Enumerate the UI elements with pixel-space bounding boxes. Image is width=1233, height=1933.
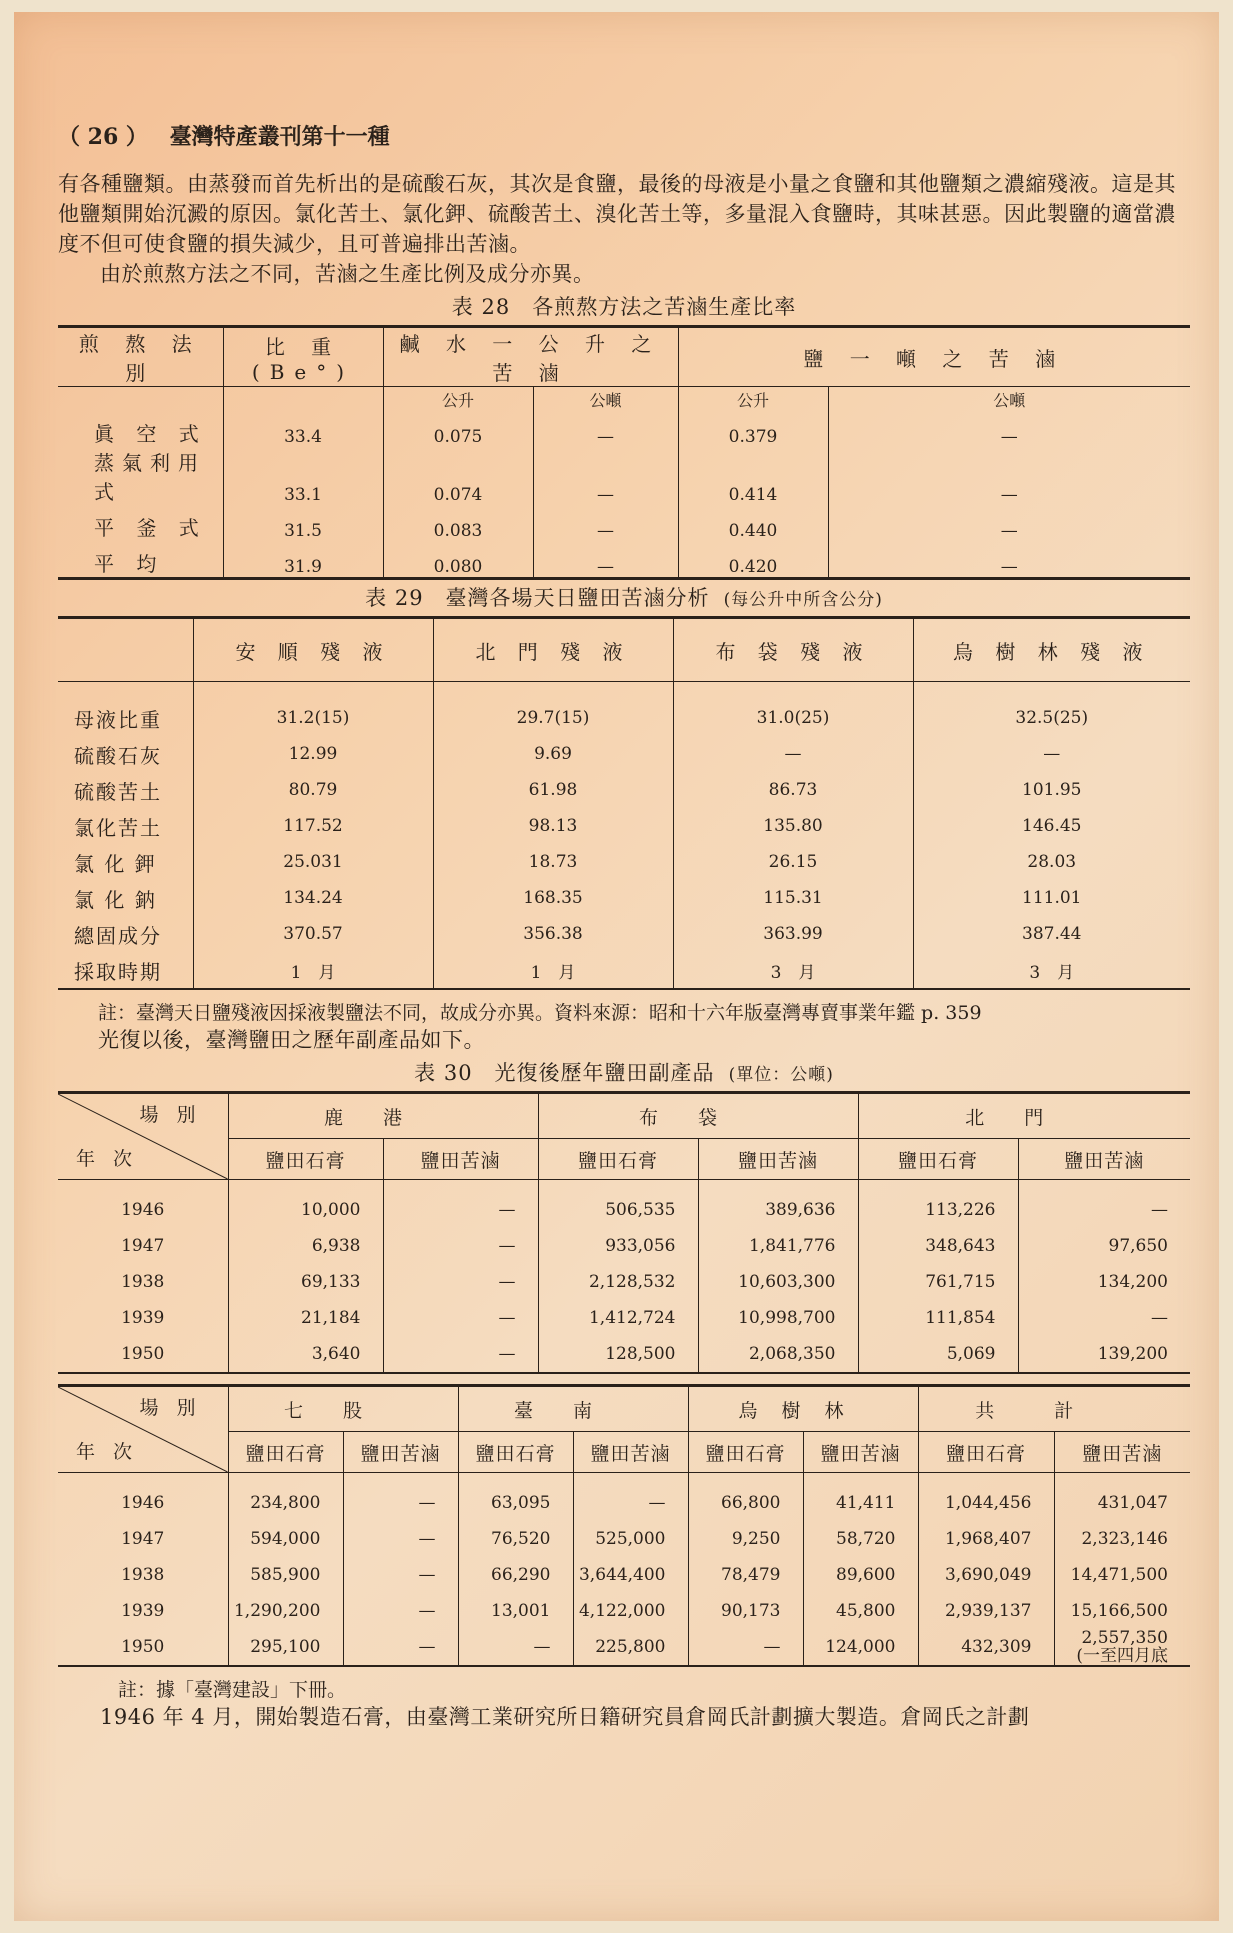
table-28: [58, 325, 1190, 580]
table-row: 總固成分 370.57 356.38 363.99 387.44: [58, 916, 1190, 952]
t28-header-method: 煎 熬 法 別: [58, 327, 223, 387]
paragraph-1: 有各種鹽類。由蒸發而首先析出的是硫酸石灰，其次是食鹽，最後的母液是小量之食鹽和其他鹽類之濃縮殘液。這是其他鹽類開始沉澱的原因。氯化苦土、氯化鉀、硫酸苦土、溴化苦土等，多量混入食鹽時，其味甚惡。因此製鹽的適當濃度不但可使食鹽的損失減少，且可普遍排出苦滷。: [58, 172, 1176, 256]
t29-header: 布 袋 殘 液: [673, 618, 913, 682]
t30-site-header: 烏樹林: [688, 1387, 918, 1432]
table-row: 氯 化 鈉 134.24 168.35 115.31 111.01: [58, 880, 1190, 916]
t28-unit: 公噸: [533, 387, 678, 412]
table-row: 平 釜 式 31.5 0.083 — 0.440 —: [58, 505, 1190, 541]
table-row: 1946 10,000 — 506,535 389,636 113,226 —: [58, 1180, 1190, 1229]
table-row: 採取時期 1 月 1 月 3 月 3 月: [58, 952, 1190, 989]
table-30-part-b: 場別 年次 七股 臺南 烏樹林 共計 鹽田石膏 鹽田苦滷 鹽田石膏 鹽田苦滷 鹽田石膏 鹽田苦滷 鹽田石膏 鹽田苦滷 1946 234,800 — 63,095 — 66,800 41,411 1,044,456 431,047 1947 594,000 — 76,520 525,000 9,250 58,720 1,968,407 2,323,146 1938 585,900 — 66,290 3,644,400 78,479 89,600 3,690,049 14,471,500 1939 1,290,200 — 13,001 4,122,000 90,173 45,800 2,939,137 15,166,500 1950 295,100 — — 225,800 — 124,000 432,309 2,557,350 (一至四月底: [58, 1386, 1190, 1667]
t30-site-header: 臺南: [458, 1387, 688, 1432]
t28-header-gravity: 比 重 (Be°): [223, 327, 383, 387]
t30-site-header: 共計: [918, 1387, 1190, 1432]
t29-header: 北 門 殘 液: [433, 618, 673, 682]
page-content: [58, 120, 1190, 1732]
t28-header-salt: 鹽 一 噸 之 苦 滷: [678, 327, 1190, 387]
table-row: 平 均 31.9 0.080 — 0.420 —: [58, 541, 1190, 579]
table-row: 1939 1,290,200 — 13,001 4,122,000 90,173 45,800 2,939,137 15,166,500: [58, 1593, 1190, 1629]
table-row: 氯 化 鉀 25.031 18.73 26.15 28.03: [58, 844, 1190, 880]
table-row: 1938 585,900 — 66,290 3,644,400 78,479 89,600 3,690,049 14,471,500: [58, 1557, 1190, 1593]
t30-site-header: 鹿港: [228, 1093, 538, 1139]
table-row: 1947 6,938 — 933,056 1,841,776 348,643 97,650: [58, 1228, 1190, 1264]
paragraph-4: 1946 年 4 月，開始製造石膏，由臺灣工業研究所日籍研究員倉岡氏計劃擴大製造。倉岡氏之計劃: [100, 1705, 1030, 1729]
table30-note: 註：據「臺灣建設」下冊。: [118, 1679, 347, 1701]
table-row: 蒸氣利用式 33.1 0.074 — 0.414 —: [58, 447, 1190, 505]
table-row: 氯化苦土 117.52 98.13 135.80 146.45: [58, 808, 1190, 844]
table-row: 母液比重 31.2(15) 29.7(15) 31.0(25) 32.5(25): [58, 682, 1190, 737]
table-row: 1950 295,100 — — 225,800 — 124,000 432,309 2,557,350 (一至四月底: [58, 1629, 1190, 1666]
table-row: 1938 69,133 — 2,128,532 10,603,300 761,715 134,200: [58, 1264, 1190, 1300]
table29-note: 註：臺灣天日鹽殘液因採液製鹽法不同，故成分亦異。資料來源：昭和十六年版臺灣專賣事業年鑑 p. 359: [98, 1002, 982, 1024]
table-row: 1947 594,000 — 76,520 525,000 9,250 58,720 1,968,407 2,323,146: [58, 1521, 1190, 1557]
t29-header: 烏 樹 林 殘 液: [913, 618, 1190, 682]
t28-header-brine: 鹹 水 一 公 升 之 苦 滷: [383, 327, 678, 387]
document-page: [14, 12, 1219, 1921]
paragraph-2: 由於煎熬方法之不同，苦滷之生產比例及成分亦異。: [100, 262, 595, 286]
table-corner: 場別 年次: [58, 1387, 228, 1473]
t30-site-header: 七股: [228, 1387, 458, 1432]
table28-caption: 表 28 各煎熬方法之苦滷生產比率: [451, 295, 797, 319]
table-row: 硫酸石灰 12.99 9.69 — —: [58, 736, 1190, 772]
t30-site-header: 北門: [858, 1093, 1190, 1139]
table-row: 1950 3,640 — 128,500 2,068,350 5,069 139,200: [58, 1336, 1190, 1373]
table-row: 硫酸苦土 80.79 61.98 86.73 101.95: [58, 772, 1190, 808]
t28-unit: 公升: [678, 387, 828, 412]
t28-unit: 公升: [383, 387, 533, 412]
table-remark: (一至四月底: [1076, 1646, 1168, 1666]
table-row: 1939 21,184 — 1,412,724 10,998,700 111,854 —: [58, 1300, 1190, 1336]
table-30-part-a: 場別 年次 鹿港 布袋 北門 鹽田石膏 鹽田苦滷 鹽田石膏 鹽田苦滷 鹽田石膏 鹽田苦滷 1946 10,000 — 506,535 389,636 113,226 — 1947 6,938 — 933,056 1,841,776 348,643 97,650 1938 69,133 — 2,128,532 10,603,300 761,715 134,200 1939 21,184 — 1,412,724 10,998,700 111,854 — 1950 3,640 — 128,500 2,068,350 5,069 139,200: [58, 1091, 1190, 1374]
page-header: [58, 120, 1190, 151]
series-title: 臺灣特產叢刊第十一種: [169, 124, 390, 150]
table-29: [58, 616, 1190, 990]
table-row: 眞 空 式 33.4 0.075 — 0.379 —: [58, 411, 1190, 447]
table-row: 1946 234,800 — 63,095 — 66,800 41,411 1,044,456 431,047: [58, 1473, 1190, 1522]
t29-header: 安 順 殘 液: [193, 618, 433, 682]
table-corner: 場別 年次: [58, 1093, 228, 1180]
paragraph-3: 光復以後，臺灣鹽田之歷年副產品如下。: [98, 1028, 485, 1052]
table29-caption: 表 29 臺灣各場天日鹽田苦滷分析 (每公升中所含公分): [365, 586, 883, 610]
table30-caption: 表 30 光復後歷年鹽田副產品 (單位：公噸): [414, 1061, 834, 1085]
t28-unit: 公噸: [993, 391, 1026, 410]
page-number: （ 26 ）: [58, 124, 148, 150]
t30-site-header: 布袋: [538, 1093, 858, 1139]
